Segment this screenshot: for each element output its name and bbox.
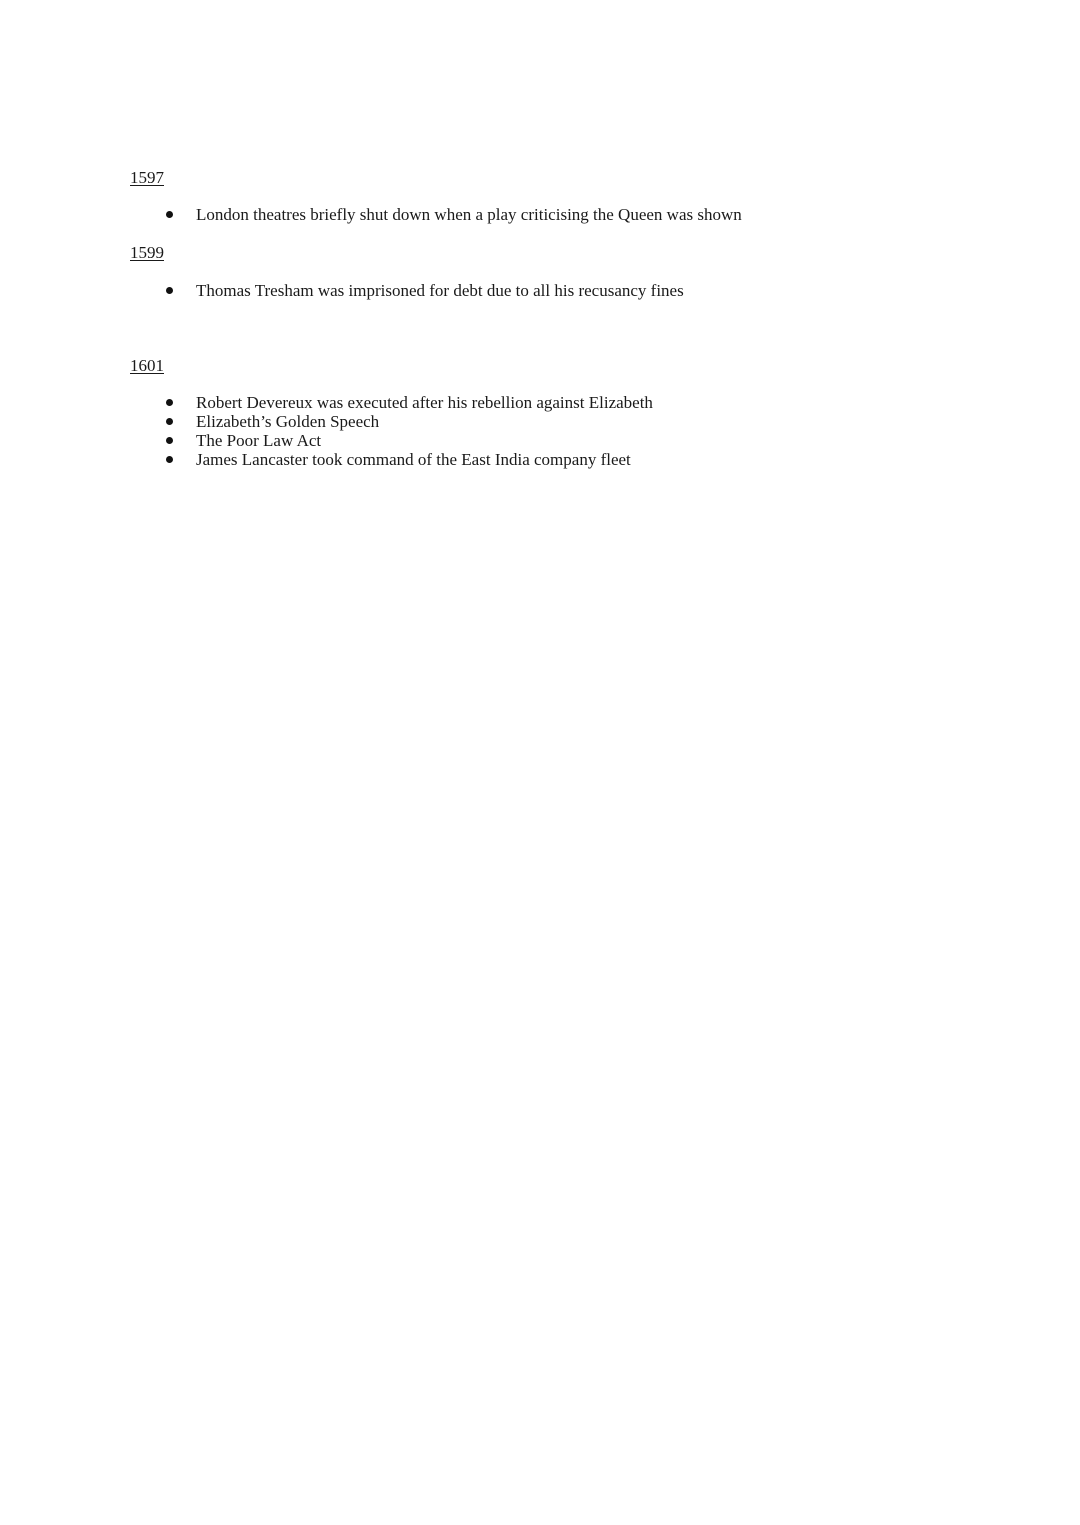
year-heading: 1597 [130, 168, 164, 187]
timeline-section-1599 [130, 243, 930, 300]
event-list [130, 393, 930, 469]
list-item [130, 281, 930, 300]
event-text: Elizabeth’s Golden Speech [196, 412, 380, 431]
bullet-icon [166, 418, 173, 425]
bullet-icon [166, 211, 173, 218]
bullet-icon [166, 287, 173, 294]
bullet-icon [166, 456, 173, 463]
timeline-section-1601 [130, 356, 930, 469]
event-list [130, 205, 930, 224]
event-text: The Poor Law Act [196, 431, 322, 450]
list-item [130, 412, 930, 431]
event-text: James Lancaster took command of the East India company fleet [196, 450, 631, 469]
event-list [130, 281, 930, 300]
list-item [130, 450, 930, 469]
bullet-icon [166, 437, 173, 444]
bullet-icon [166, 399, 173, 406]
list-item [130, 205, 930, 224]
event-text: Thomas Tresham was imprisoned for debt due to all his recusancy fines [196, 281, 684, 300]
list-item [130, 431, 930, 450]
list-item [130, 393, 930, 412]
event-text: Robert Devereux was executed after his rebellion against Elizabeth [196, 393, 653, 412]
year-heading: 1601 [130, 356, 164, 375]
year-heading: 1599 [130, 243, 164, 262]
timeline-section-1597 [130, 168, 930, 224]
event-text: London theatres briefly shut down when a play criticising the Queen was shown [196, 205, 742, 224]
